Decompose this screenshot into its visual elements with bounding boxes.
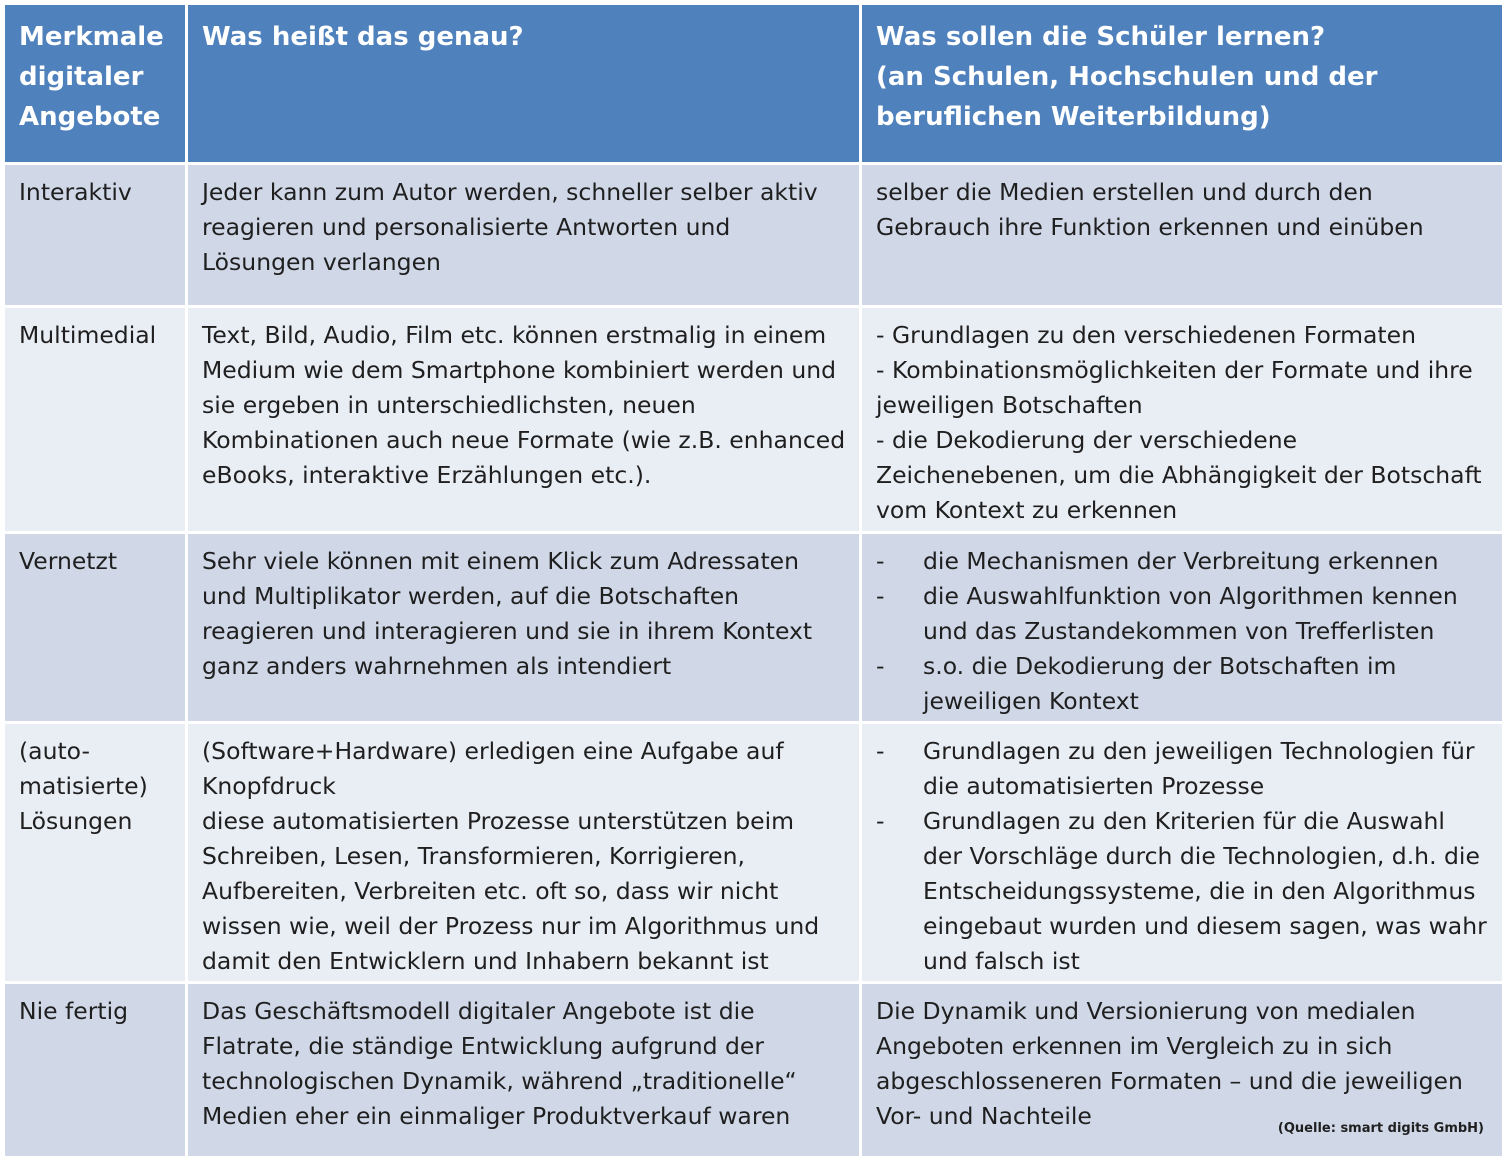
header-meaning: Was heißt das genau?: [187, 4, 861, 164]
meaning-line: (Software+Hardware) erledigen eine Aufgabe auf Knopfdruck: [202, 737, 784, 800]
meaning-cell: Sehr viele können mit einem Klick zum Adressaten und Multiplikator werden, auf die Botschaften reagieren und interagieren und sie in ihrem Kontext ganz anders wahrnehmen als intendiert: [187, 533, 861, 723]
learning-cell: [861, 307, 1504, 533]
learning-text: Die Dynamik und Versionierung von medialen Angeboten erkennen im Vergleich zu in sich abgeschlosseneren Formaten – und die jeweiligen Vor- und Nachteile: [876, 997, 1463, 1130]
learning-cell: [861, 983, 1504, 1158]
feature-cell: (auto-matisierte) Lösungen: [4, 723, 187, 983]
bullet-text: s.o. die Dekodierung der Botschaften im jeweiligen Kontext: [923, 652, 1397, 715]
learning-cell: [861, 723, 1504, 983]
meaning-cell: Text, Bild, Audio, Film etc. können erstmalig in einem Medium wie dem Smartphone kombiniert werden und sie ergeben in unterschiedlichsten, neuen Kombinationen auch neue Formate (wie z.B. enhanced eBooks, interaktive Erzählungen etc.).: [187, 307, 861, 533]
table-row: [4, 533, 1504, 723]
bullet-text: Grundlagen zu den jeweiligen Technologien für die automatisierten Prozesse: [923, 737, 1475, 800]
table-row: [4, 164, 1504, 307]
dash-bullet-icon: -: [876, 652, 885, 680]
learning-line: - Grundlagen zu den verschiedenen Formaten: [876, 321, 1416, 349]
bullet-item: [876, 579, 1490, 649]
table-header-row: [4, 4, 1504, 164]
dash-bullet-icon: -: [876, 582, 885, 610]
header-learning-subtitle: (an Schulen, Hochschulen und der beruflichen Weiterbildung): [876, 62, 1378, 132]
feature-cell: Multimedial: [4, 307, 187, 533]
bullet-item: [876, 734, 1490, 804]
feature-cell: Vernetzt: [4, 533, 187, 723]
table-row: [4, 307, 1504, 533]
dash-bullet-icon: -: [876, 807, 885, 835]
bullet-text: Grundlagen zu den Kriterien für die Auswahl der Vorschläge durch die Technologien, d.h. die Entscheidungssysteme, die in den Algorithmus eingebaut wurden und diesem sagen, was wahr und falsch ist: [923, 807, 1487, 975]
bullet-item: [876, 544, 1490, 579]
meaning-cell: [187, 723, 861, 983]
dash-bullet-icon: -: [876, 547, 885, 575]
bullet-item: [876, 804, 1490, 979]
table-row: [4, 723, 1504, 983]
header-learning: [861, 4, 1504, 164]
feature-cell: Nie fertig: [4, 983, 187, 1158]
bullet-text: die Auswahlfunktion von Algorithmen kennen und das Zustandekommen von Trefferlisten: [923, 582, 1458, 645]
source-note: (Quelle: smart digits GmbH): [1277, 1121, 1484, 1136]
table-row: [4, 983, 1504, 1158]
header-features: Merkmale digitaler Angebote: [4, 4, 187, 164]
header-learning-title: Was sollen die Schüler lernen?: [876, 22, 1326, 52]
meaning-cell: Das Geschäftsmodell digitaler Angebote ist die Flatrate, die ständige Entwicklung aufgrund der technologischen Dynamik, während „traditionelle“ Medien eher ein einmaliger Produktverkauf waren: [187, 983, 861, 1158]
learning-line: - die Dekodierung der verschiedene Zeichenebenen, um die Abhängigkeit der Botschaft vom Kontext zu erkennen: [876, 426, 1490, 524]
learning-line: - Kombinationsmöglichkeiten der Formate und ihre jeweiligen Botschaften: [876, 356, 1481, 419]
features-table: [2, 2, 1505, 1159]
feature-cell: Interaktiv: [4, 164, 187, 307]
bullet-text: die Mechanismen der Verbreitung erkennen: [923, 547, 1439, 575]
meaning-cell: Jeder kann zum Autor werden, schneller selber aktiv reagieren und personalisierte Antworten und Lösungen verlangen: [187, 164, 861, 307]
learning-cell: [861, 533, 1504, 723]
bullet-item: [876, 649, 1490, 719]
meaning-line: diese automatisierten Prozesse unterstützen beim Schreiben, Lesen, Transformieren, Korrigieren, Aufbereiten, Verbreiten etc. oft so, dass wir nicht wissen wie, weil der Prozess nur im Algorithmus und damit den Entwicklern und Inhabern bekannt ist: [202, 807, 820, 975]
learning-cell: selber die Medien erstellen und durch den Gebrauch ihre Funktion erkennen und einüben: [861, 164, 1504, 307]
dash-bullet-icon: -: [876, 737, 885, 765]
